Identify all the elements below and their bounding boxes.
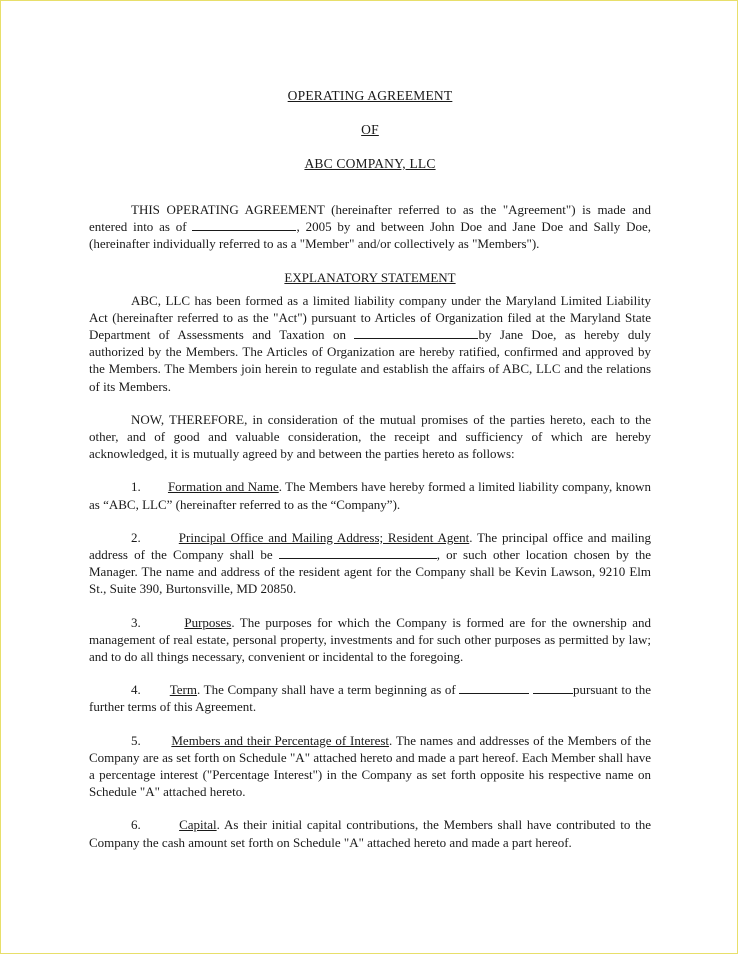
now-therefore-paragraph: NOW, THEREFORE, in consideration of the mutual promises of the parties hereto, each to the other, and of good and valuable consideration, the receipt and sufficiency of which are hereby acknowledged, it is mutually agreed by and between the parties hereto as follows:: [89, 411, 651, 462]
section-3: [89, 614, 651, 666]
section-text: . The purposes for which the Company is formed are for the ownership and management of real estate, personal property, investments and for such other purposes as permitted by law; and to do all things necessary, convenient or incidental to the foregoing.: [89, 614, 652, 665]
section-text: . The Members have hereby formed a limited liability company, known as “ABC, LLC” (hereinafter referred to as the “Company”).: [89, 479, 651, 512]
section-text-a: . The principal office and mailing address of the Company shall be: [89, 529, 651, 563]
filing-date-blank: [354, 326, 478, 339]
document-title: OPERATING AGREEMENT: [287, 88, 453, 103]
section-text: . The names and addresses of the Members of the Company are as set forth on Schedule "A" attached hereto and made a part hereof. Each Member shall have a percentage interest ("Percentage Interest") in the Company as set forth opposite his respective name on Schedule "A" attached hereto.: [89, 732, 651, 800]
intro-text-a: THIS OPERATING AGREEMENT (hereinafter referred to as the "Agreement") is made and entered into as of: [89, 202, 651, 235]
section-2: [89, 529, 651, 598]
section-text-b: pursuant to the further terms of this Agreement.: [89, 682, 651, 715]
section-heading: Purposes: [184, 614, 232, 630]
section-heading: Members and their Percentage of Interest: [171, 732, 390, 748]
section-heading: Formation and Name: [167, 479, 279, 495]
section-heading: Principal Office and Mailing Address; Resident Agent: [178, 529, 470, 545]
section-text-b: , or such other location chosen by the Manager. The name and address of the resident agent for the Company shall be Kevin Lawson, 9210 Elm St., Suite 390, Burtonsville, MD 20850.: [89, 547, 651, 597]
explanatory-paragraph: [89, 292, 651, 395]
section-number: 2.: [131, 529, 141, 545]
section-number: 6.: [131, 817, 141, 833]
section-number: 5.: [131, 732, 141, 748]
document-title-of: OF: [361, 122, 379, 137]
address-blank: [279, 546, 437, 559]
explanatory-text-b: by Jane Doe, as hereby duly authorized by the Members. The Articles of Organization are hereby ratified, confirmed and approved by the Members. The Members join herein to regulate and establish the affairs of ABC, LLC and the relations of its Members.: [89, 327, 651, 394]
company-name-title: ABC COMPANY, LLC: [304, 156, 436, 171]
section-text: . As their initial capital contributions, the Members shall have contributed to the Company the cash amount set forth on Schedule "A" attached hereto and made a part hereof.: [89, 817, 652, 850]
section-5: [89, 732, 651, 801]
explanatory-heading: EXPLANATORY STATEMENT: [284, 269, 456, 285]
section-text-a: . The Company shall have a term beginning as of: [197, 682, 460, 698]
section-heading: Term: [169, 682, 197, 698]
date-blank: [192, 218, 296, 231]
intro-paragraph: [89, 201, 651, 253]
explanatory-text-a: ABC, LLC has been formed as a limited liability company under the Maryland Limited Liability Act (hereinafter referred to as the "Act") pursuant to Articles of Organization filed at the Maryland State Department of Assessments and Taxation on: [89, 292, 651, 343]
term-end-blank: [533, 681, 573, 694]
section-number: 1.: [131, 479, 141, 495]
section-heading: Capital: [179, 817, 217, 833]
section-6: [89, 816, 651, 850]
section-number: 3.: [131, 614, 141, 630]
section-number: 4.: [131, 682, 141, 698]
section-1: [89, 478, 651, 512]
term-start-blank: [459, 681, 529, 694]
document-body: [89, 87, 651, 851]
section-4: [89, 681, 651, 715]
intro-text-b: , 2005 by and between John Doe and Jane Doe and Sally Doe, (hereinafter individually referred to as a "Member" and/or collectively as "Members").: [89, 219, 651, 252]
